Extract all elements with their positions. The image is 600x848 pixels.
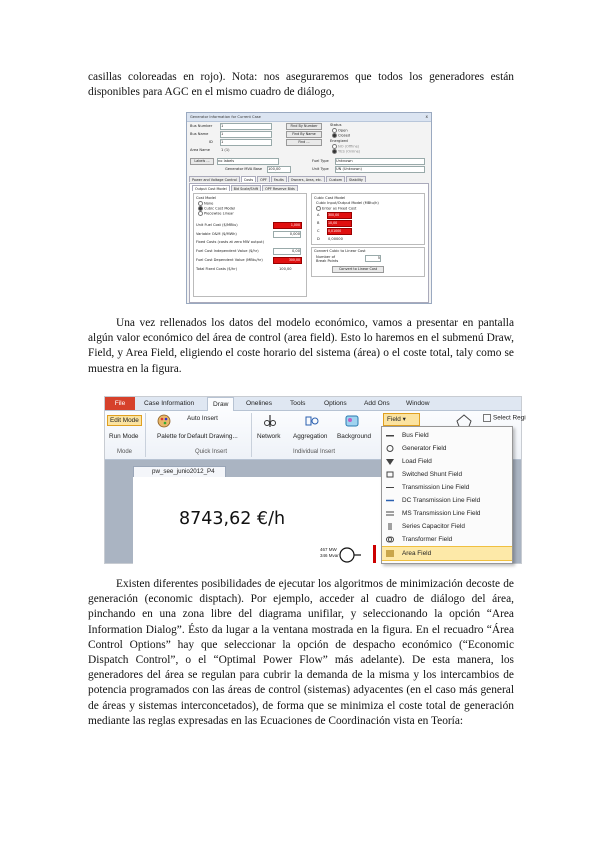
switched-shunt-field-icon bbox=[386, 471, 394, 478]
paragraph-intro bbox=[88, 70, 514, 100]
aggregation-button[interactable]: Aggregation bbox=[293, 433, 328, 440]
paragraph-field-text: Una vez rellenados los datos del modelo económico, vamos a presentar en pantalla algún valor económico del área de control (area field). Esto lo haremos en el submenú Draw, Field, y Area Field, eligiendo el coste horario del sistema (área) o el coste total, taly como se muestra en la figura. bbox=[88, 317, 514, 375]
dialog-title: Generator Information for Current Case bbox=[187, 113, 431, 122]
menu-item-label: Bus Field bbox=[402, 432, 429, 439]
energized-yes-radio bbox=[332, 149, 360, 154]
palette-for-button[interactable]: Palette for bbox=[157, 433, 187, 440]
menu-item-label: Transmission Line Field bbox=[402, 484, 470, 491]
bus-name-label: Bus Name bbox=[190, 132, 209, 136]
menu-item-label: Generator Field bbox=[402, 445, 447, 452]
convert-label: Convert Cubic to Linear Cost bbox=[314, 249, 366, 253]
bus-number-label: Bus Number bbox=[190, 124, 213, 128]
menu-item-label: Switched Shunt Field bbox=[402, 471, 463, 478]
unit-type-value: UN (Unknown) bbox=[336, 167, 362, 171]
quick-insert-group-label: Quick Insert bbox=[195, 449, 228, 455]
break-points-field[interactable] bbox=[365, 255, 381, 262]
id-value: 1 bbox=[221, 140, 224, 144]
separator bbox=[145, 413, 146, 457]
menu-item-label: DC Transmission Line Field bbox=[402, 497, 481, 504]
transmission-line-field-icon bbox=[386, 484, 394, 491]
ms-line-field-icon bbox=[386, 510, 394, 517]
enter-as-fixed-checkbox[interactable] bbox=[316, 206, 356, 211]
area-cost-display: 8743,62 €/h bbox=[179, 509, 286, 529]
paragraph-economic-dispatch bbox=[88, 577, 514, 729]
bus-field-icon bbox=[386, 432, 394, 439]
status-closed-label: Closed bbox=[338, 133, 351, 138]
tab-file[interactable]: File bbox=[105, 397, 135, 410]
mva-base-label: Generator MVA Base bbox=[225, 167, 263, 171]
labels-field[interactable] bbox=[217, 158, 279, 165]
tab-tools[interactable]: Tools bbox=[290, 400, 306, 407]
field-dropdown-button[interactable]: Field ▾ bbox=[383, 413, 420, 426]
network-icon bbox=[263, 414, 277, 428]
menu-item-generator-field[interactable] bbox=[382, 442, 512, 455]
edit-mode-button[interactable]: Edit Mode bbox=[107, 415, 142, 426]
subtab-bid-scale[interactable]: Bid Scale/Shift bbox=[231, 185, 261, 191]
individual-insert-group-label: Individual Insert bbox=[293, 449, 336, 455]
menu-item-label: MS Transmission Line Field bbox=[402, 510, 481, 517]
fuel-type-value: Unknown bbox=[336, 159, 353, 163]
bus-name-field[interactable] bbox=[220, 131, 272, 138]
cost-model-piecewise-label: Piecewise Linear bbox=[204, 211, 234, 216]
cost-model-piecewise-radio[interactable] bbox=[198, 211, 234, 216]
area-field-icon bbox=[386, 550, 394, 557]
generator-information-dialog bbox=[186, 112, 432, 304]
energized-no-label: NO (Offline) bbox=[338, 144, 360, 149]
fuel-cost-indep-field[interactable] bbox=[273, 248, 301, 255]
tab-add-ons[interactable]: Add Ons bbox=[364, 400, 390, 407]
fuel-type-label: Fuel Type bbox=[312, 159, 329, 163]
status-label: Status bbox=[330, 123, 342, 127]
unit-type-select[interactable] bbox=[335, 166, 425, 173]
select-region-label: Select Regi bbox=[493, 414, 526, 422]
mode-group-label: Mode bbox=[117, 449, 133, 455]
menu-item-switched-shunt-field[interactable] bbox=[382, 468, 512, 481]
coef-b-label: B bbox=[317, 221, 320, 225]
menu-item-ms-transmission-line-field[interactable] bbox=[382, 507, 512, 520]
fuel-type-select[interactable] bbox=[335, 158, 425, 165]
bus-number-field[interactable] bbox=[220, 123, 272, 130]
palette-icon bbox=[157, 414, 171, 428]
unit-fuel-cost-field[interactable]: 1,000 bbox=[273, 222, 302, 229]
transformer-field-icon bbox=[386, 536, 394, 543]
labels-value: no labels bbox=[218, 159, 235, 163]
cost-model-none-label: None bbox=[204, 201, 214, 206]
powerworld-draw-screenshot bbox=[104, 396, 526, 564]
cubic-model-label: Cubic Cost Model bbox=[314, 196, 346, 200]
document-tab-label: pw_see_junio2012_P4 bbox=[152, 468, 215, 475]
area-name-value: 1 (1) bbox=[221, 148, 230, 152]
cost-subtabs bbox=[192, 185, 299, 191]
id-field[interactable] bbox=[220, 139, 272, 146]
id-label: ID bbox=[209, 140, 213, 144]
tab-options[interactable]: Options bbox=[324, 400, 347, 407]
enter-as-fixed-label: Enter as Fixed Cost bbox=[322, 206, 357, 211]
menu-item-area-field[interactable] bbox=[382, 546, 512, 561]
dialog-tabs bbox=[189, 176, 367, 182]
close-icon[interactable]: X bbox=[425, 115, 428, 119]
bus-number-value: 1 bbox=[221, 124, 224, 128]
total-fixed-label: Total Fixed Costs ($/hr) bbox=[196, 267, 238, 271]
paragraph-field bbox=[88, 316, 514, 377]
find-by-name-button[interactable]: Find By Name bbox=[286, 131, 322, 138]
menu-item-label: Load Field bbox=[402, 458, 432, 465]
coef-b-field[interactable]: 10,00 bbox=[327, 220, 352, 227]
energized-label: Energized bbox=[330, 139, 348, 143]
fuel-cost-indep-label: Fuel Cost Independent Value ($/hr) bbox=[196, 249, 259, 253]
coef-c-field[interactable]: 0,01000 bbox=[327, 228, 352, 235]
tab-owners[interactable]: Owners, Area, etc. bbox=[288, 176, 325, 182]
select-region-button[interactable] bbox=[483, 414, 526, 422]
find-by-number-button[interactable]: Find By Number bbox=[286, 123, 322, 130]
cubic-io-label: Cubic Input/Output Model (MBtu/h) bbox=[316, 201, 379, 205]
tab-draw[interactable]: Draw bbox=[207, 397, 234, 411]
aggregation-icon bbox=[305, 414, 319, 428]
tab-case-information[interactable]: Case Information bbox=[144, 400, 195, 407]
background-icon bbox=[345, 414, 359, 428]
cost-model-cubic-label: Cubic Cost Model bbox=[204, 206, 236, 211]
background-button[interactable]: Background bbox=[337, 433, 372, 440]
mvar-label: 346 Mvar bbox=[320, 553, 339, 558]
bus-name-value: 1 bbox=[221, 132, 224, 136]
default-drawing-button[interactable]: Default Drawing... bbox=[187, 433, 238, 440]
mva-base-value: 100,00 bbox=[268, 167, 281, 171]
mva-base-field[interactable] bbox=[267, 166, 291, 173]
paragraph-intro-text: casillas coloreadas en rojo). Nota: nos aseguraremos que todos los generadores están disponibles para AGC en el mismo cuadro de diálogo, bbox=[88, 71, 514, 99]
labels-button[interactable]: Labels ... bbox=[190, 158, 214, 165]
tab-power-voltage[interactable]: Power and Voltage Control bbox=[189, 176, 240, 182]
tab-opf[interactable]: OPF bbox=[257, 176, 270, 182]
dc-line-field-icon bbox=[386, 497, 394, 504]
break-points-value: 5 bbox=[377, 256, 380, 260]
menu-item-transformer-field[interactable] bbox=[382, 533, 512, 546]
mw-label: 467 MW bbox=[320, 547, 337, 552]
menu-item-bus-field[interactable] bbox=[382, 429, 512, 442]
coef-c-label: C bbox=[317, 229, 320, 233]
coef-a-label: A bbox=[317, 213, 320, 217]
coef-a-field[interactable]: 300,00 bbox=[327, 212, 352, 219]
status-closed-radio[interactable] bbox=[332, 133, 350, 138]
energized-yes-label: YES (Online) bbox=[338, 149, 361, 154]
total-fixed-value: 100,00 bbox=[279, 267, 292, 271]
paragraph-economic-dispatch-text: Existen diferentes posibilidades de ejecutar los algoritmos de minimización decoste de generación (economic disptach). Por ejemplo, acceder al cuadro de diálogo del área, pinchando en una zona libre del diagrama unifilar, y seleccionando la opción “Area Information Dialog”. Ésto da lugar a la ventana mostrada en la figura. En el recuadro “Área Control Options” hay que seleccionar la opción de despacho económico (“Economic Dispatch Control”, o el “Optimal Power Flow” más adelante). De esta manera, los generadores del área se regulan para cubrir la demanda de la misma y los intercambios de potencia programados con las áreas de control (sistemas) adyacentes (en el caso más general de áreas y sistemas interconcetados), de forma que se minimiza el coste total de generación mediante las reglas expresadas en las Ecuaciones de Coordinación vista en Teoría: bbox=[88, 578, 514, 727]
variable-om-label: Variable O&M ($/MWh) bbox=[196, 232, 237, 236]
series-capacitor-field-icon bbox=[386, 523, 394, 530]
load-field-icon bbox=[386, 458, 394, 465]
menu-item-dc-transmission-line-field[interactable] bbox=[382, 494, 512, 507]
unit-fuel-cost-label: Unit Fuel Cost ($/MBtu) bbox=[196, 223, 238, 227]
find-button[interactable]: Find ... bbox=[286, 139, 322, 146]
menu-item-transmission-line-field[interactable] bbox=[382, 481, 512, 494]
tab-window[interactable]: Window bbox=[406, 400, 430, 407]
fuel-cost-dep-label: Fuel Cost Dependent Value (MBtu/hr) bbox=[196, 258, 263, 262]
tab-faults[interactable]: Faults bbox=[271, 176, 287, 182]
tab-onelines[interactable]: Onelines bbox=[246, 400, 273, 407]
fuel-cost-indep-value: 0,00 bbox=[291, 249, 300, 253]
subtab-opf-reserve[interactable]: OPF Reserve Bids bbox=[262, 185, 298, 191]
run-mode-button[interactable]: Run Mode bbox=[109, 433, 139, 440]
subtab-output-cost[interactable]: Output Cost Model bbox=[192, 185, 230, 191]
coef-d-label: D bbox=[317, 237, 320, 241]
field-dropdown-menu bbox=[381, 426, 513, 564]
convert-to-linear-button[interactable]: Convert to Linear Cost bbox=[332, 266, 384, 273]
fuel-cost-dep-field[interactable]: 300,00 bbox=[273, 257, 302, 264]
status-open-label: Open bbox=[338, 128, 348, 133]
menu-item-label: Area Field bbox=[402, 550, 432, 557]
tab-stability[interactable]: Stability bbox=[346, 176, 366, 182]
tab-costs[interactable]: Costs bbox=[241, 176, 256, 182]
menu-item-load-field[interactable] bbox=[382, 455, 512, 468]
field-button-label: Field bbox=[387, 416, 401, 423]
variable-om-field[interactable] bbox=[273, 231, 301, 238]
cost-model-label: Cost Model bbox=[196, 196, 216, 200]
tab-custom[interactable]: Custom bbox=[326, 176, 345, 182]
menu-item-label: Series Capacitor Field bbox=[402, 523, 465, 530]
ribbon-tab-bar bbox=[105, 397, 521, 411]
separator bbox=[251, 413, 252, 457]
menu-item-series-capacitor-field[interactable] bbox=[382, 520, 512, 533]
break-points-label: Number of Break Points bbox=[316, 255, 339, 263]
menu-item-label: Transformer Field bbox=[402, 536, 453, 543]
generator-field-icon bbox=[386, 445, 394, 452]
auto-insert-button[interactable]: Auto Insert bbox=[187, 415, 218, 422]
fixed-costs-label: Fixed Costs (costs at zero MW output) bbox=[196, 240, 264, 244]
generator-symbol-icon bbox=[337, 545, 361, 565]
coef-d-value: 0,00000 bbox=[328, 237, 343, 241]
unit-type-label: Unit Type bbox=[312, 167, 329, 171]
area-name-label: Area Name bbox=[190, 148, 211, 152]
network-button[interactable]: Network bbox=[257, 433, 281, 440]
variable-om-value: 0,000 bbox=[289, 232, 300, 236]
bus-bar bbox=[373, 545, 376, 563]
